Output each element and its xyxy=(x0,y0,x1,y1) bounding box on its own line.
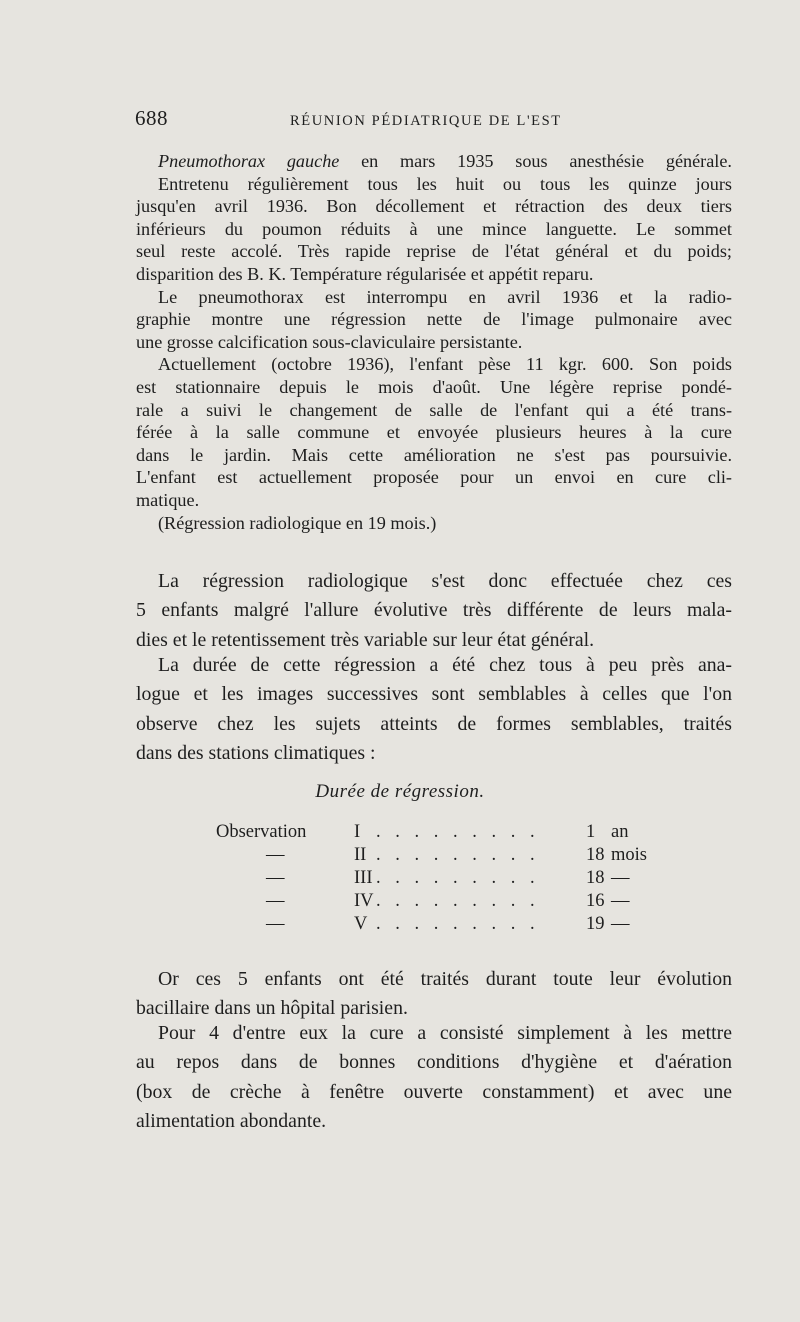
row-observation: V xyxy=(354,914,368,934)
table-row xyxy=(216,868,656,891)
row-observation: I xyxy=(354,822,361,842)
text-line: alimentation abondante. xyxy=(136,1110,327,1133)
text-line: 5 enfants malgré l'allure évolutive très différente de leurs mala- xyxy=(136,599,732,622)
text-line: Entretenu régulièrement tous les huit ou tous les quinze jours xyxy=(158,173,732,194)
row-unit: mois xyxy=(611,845,647,865)
table-row xyxy=(216,822,656,845)
row-label: — xyxy=(266,914,285,934)
paragraph-3 xyxy=(136,965,732,1024)
text-line: Pour 4 d'entre eux la cure a consisté simplement à les mettre xyxy=(158,1022,732,1044)
row-observation: II xyxy=(354,845,367,865)
leader-dots: . . . . . . . . . xyxy=(376,891,540,911)
text-line: matique. xyxy=(136,489,200,510)
row-label: — xyxy=(266,891,285,911)
text-line: férée à la salle commune et envoyée plusieurs heures à la cure xyxy=(136,422,732,443)
text-line: (Régression radiologique en 19 mois.) xyxy=(158,512,437,533)
text-line: jusqu'en avril 1936. Bon décollement et rétraction des deux tiers xyxy=(136,196,732,217)
text-line: logue et les images successives sont semblables à celles que l'on xyxy=(136,683,732,706)
text-line: dans le jardin. Mais cette amélioration ne s'est pas poursuivie. xyxy=(136,444,732,465)
regression-table xyxy=(216,822,656,937)
row-unit: an xyxy=(611,822,629,842)
paragraph-2 xyxy=(136,651,732,769)
row-label: — xyxy=(266,845,285,865)
case-report xyxy=(136,150,732,534)
paragraph-1 xyxy=(136,567,732,655)
row-value: 1 xyxy=(586,822,596,842)
italic-term: Pneumothorax gauche xyxy=(158,151,340,171)
running-head: RÉUNION PÉDIATRIQUE DE L'EST xyxy=(290,113,562,129)
text-line: graphie montre une régression nette de l'image pulmonaire avec xyxy=(136,309,732,330)
page-number: 688 xyxy=(135,106,168,130)
text-line: La régression radiologique s'est donc effectuée chez ces xyxy=(158,570,732,592)
leader-dots: . . . . . . . . . xyxy=(376,845,540,865)
text-line xyxy=(136,150,732,173)
text-line: inférieurs du poumon réduits à une mince languette. Le sommet xyxy=(136,218,732,239)
row-unit: — xyxy=(611,891,630,911)
text-line: Or ces 5 enfants ont été traités durant toute leur évolution xyxy=(158,968,732,990)
table-row xyxy=(216,845,656,868)
table-row xyxy=(216,891,656,914)
text-line: (box de crèche à fenêtre ouverte constamment) et avec une xyxy=(136,1080,732,1103)
row-label: — xyxy=(266,868,285,888)
text-line: rale a suivi le changement de salle de l'enfant qui a été trans- xyxy=(136,399,732,420)
leader-dots: . . . . . . . . . xyxy=(376,822,540,842)
row-label: Observation xyxy=(216,822,307,842)
row-value: 19 xyxy=(586,914,605,934)
text-line: dies et le retentissement très variable sur leur état général. xyxy=(136,628,595,651)
text-line: L'enfant est actuellement proposée pour un envoi en cure cli- xyxy=(136,467,732,488)
text-line: dans des stations climatiques : xyxy=(136,742,376,765)
text-span: en mars 1935 sous anesthésie générale. xyxy=(339,151,732,171)
text-line: est stationnaire depuis le mois d'août. Une légère reprise pondé- xyxy=(136,376,732,397)
text-line: une grosse calcification sous-claviculaire persistante. xyxy=(136,331,523,352)
text-line: seul reste accolé. Très rapide reprise de l'état général et du poids; xyxy=(136,241,732,262)
text-line: La durée de cette régression a été chez tous à peu près ana- xyxy=(158,654,732,676)
row-unit: — xyxy=(611,914,630,934)
row-observation: IV xyxy=(354,891,374,911)
row-value: 16 xyxy=(586,891,605,911)
paragraph-4 xyxy=(136,1019,732,1137)
table-row xyxy=(216,914,656,937)
text-line: au repos dans de bonnes conditions d'hygiène et d'aération xyxy=(136,1051,732,1074)
row-unit: — xyxy=(611,868,630,888)
row-observation: III xyxy=(354,868,373,888)
leader-dots: . . . . . . . . . xyxy=(376,914,540,934)
table-title: Durée de régression. xyxy=(315,781,485,802)
text-line: disparition des B. K. Température régularisée et appétit reparu. xyxy=(136,263,594,284)
row-value: 18 xyxy=(586,868,605,888)
text-line: observe chez les sujets atteints de formes semblables, traités xyxy=(136,712,732,735)
leader-dots: . . . . . . . . . xyxy=(376,868,540,888)
text-line: Le pneumothorax est interrompu en avril 1936 et la radio- xyxy=(158,286,732,307)
page-header xyxy=(135,106,730,136)
text-line: Actuellement (octobre 1936), l'enfant pèse 11 kgr. 600. Son poids xyxy=(158,354,732,375)
text-line: bacillaire dans un hôpital parisien. xyxy=(136,997,408,1020)
row-value: 18 xyxy=(586,845,605,865)
